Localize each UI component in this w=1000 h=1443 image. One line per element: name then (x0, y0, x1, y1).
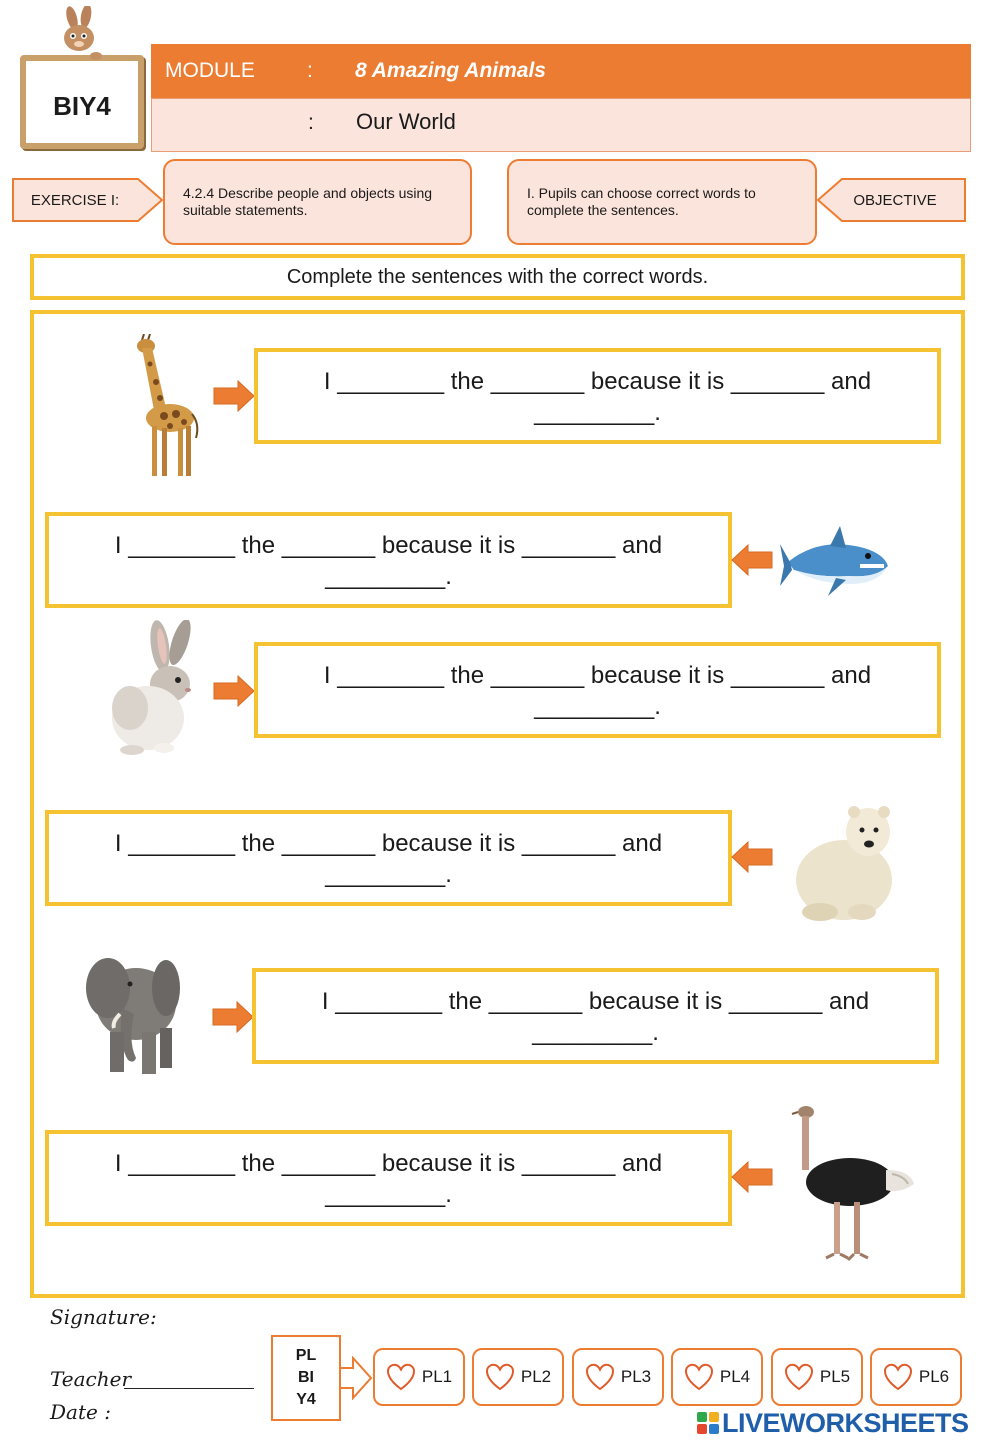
sentence-line-1: I ________ the _______ because it is _______ and (323, 368, 872, 395)
sentence-line-2: _________. (532, 1019, 659, 1046)
liveworksheets-mark-icon (697, 1412, 719, 1434)
sentence-line-2: _________. (325, 861, 452, 888)
sentence-line-1: I ________ the _______ because it is _______ and (114, 1150, 663, 1177)
teacher-label: Teacher (50, 1367, 132, 1391)
arrow-left-icon (730, 1160, 774, 1194)
rabbit-icon (104, 620, 200, 758)
elephant-icon (78, 948, 182, 1078)
brand-name: LIVEWORKSHEETS (722, 1407, 969, 1438)
sentence-line-1: I ________ the _______ because it is _______ and (114, 830, 663, 857)
logo-text: BIY4 (53, 90, 111, 121)
sentence-line-2: _________. (534, 399, 661, 426)
giraffe-icon (130, 334, 206, 482)
arrow-left-icon (730, 840, 774, 874)
sentence-box[interactable] (45, 810, 732, 906)
pl-level-label: PL6 (918, 1367, 950, 1386)
pl-level-label: PL1 (421, 1367, 453, 1386)
theme-colon: : (308, 111, 314, 134)
objective-tag: OBJECTIVE (853, 191, 937, 209)
shark-icon (780, 522, 892, 598)
sentence-box[interactable] (254, 348, 941, 444)
sentence-line-1: I ________ the _______ because it is _______ and (323, 662, 872, 689)
pl-level-label: PL5 (819, 1367, 851, 1386)
arrow-right-icon (211, 1000, 255, 1034)
sentence-line-1: I ________ the _______ because it is _______ and (321, 988, 870, 1015)
module-title: 8 Amazing Animals (355, 59, 546, 82)
module-label: MODULE (165, 59, 255, 82)
pl-level-badge[interactable] (472, 1348, 564, 1406)
sentence-box[interactable] (45, 1130, 732, 1226)
sentence-box[interactable] (252, 968, 939, 1064)
heart-icon (485, 1363, 515, 1391)
pl-level-badge[interactable] (572, 1348, 664, 1406)
heart-icon (883, 1363, 913, 1391)
sentence-line-1: I ________ the _______ because it is _______ and (114, 532, 663, 559)
pl-level-label: PL3 (620, 1367, 652, 1386)
sentence-box[interactable] (254, 642, 941, 738)
logo-board (20, 55, 144, 149)
instruction-banner: Complete the sentences with the correct words. (30, 254, 965, 300)
signature-label: Signature: (50, 1305, 157, 1329)
objective-note: I. Pupils can choose correct words to complete the sentences. (507, 159, 817, 245)
teacher-signature-line[interactable] (124, 1388, 254, 1389)
sentence-line-2: _________. (325, 1181, 452, 1208)
arrow-right-icon (212, 379, 256, 413)
pl-level-label: PL2 (520, 1367, 552, 1386)
pl-box (271, 1335, 341, 1421)
pl-box-line: Y4 (296, 1391, 316, 1408)
polar-bear-icon (792, 800, 900, 924)
pl-level-label: PL4 (719, 1367, 751, 1386)
pl-level-badge[interactable] (671, 1348, 763, 1406)
pl-level-badge[interactable] (373, 1348, 465, 1406)
pl-level-badge[interactable] (870, 1348, 962, 1406)
module-colon: : (307, 59, 313, 82)
module-bar (151, 44, 971, 98)
date-label: Date : (50, 1400, 111, 1424)
pl-box-line: PL (295, 1347, 317, 1364)
pl-arrow-icon (339, 1356, 373, 1400)
ostrich-icon (790, 1104, 918, 1264)
theme-title: Our World (356, 109, 456, 134)
exercise-tag: EXERCISE I: (30, 191, 120, 209)
sentence-line-2: _________. (325, 563, 452, 590)
pl-box-line: BI (298, 1369, 314, 1386)
theme-bar (151, 98, 971, 152)
heart-icon (784, 1363, 814, 1391)
arrow-left-icon (730, 543, 774, 577)
sentence-box[interactable] (45, 512, 732, 608)
liveworksheets-logo[interactable] (697, 1406, 969, 1440)
heart-icon (585, 1363, 615, 1391)
learning-standard-note: 4.2.4 Describe people and objects using suitable statements. (163, 159, 472, 245)
sentence-line-2: _________. (534, 693, 661, 720)
arrow-right-icon (212, 674, 256, 708)
rabbit-mascot-icon (50, 6, 114, 66)
heart-icon (684, 1363, 714, 1391)
heart-icon (386, 1363, 416, 1391)
pl-level-badge[interactable] (771, 1348, 863, 1406)
